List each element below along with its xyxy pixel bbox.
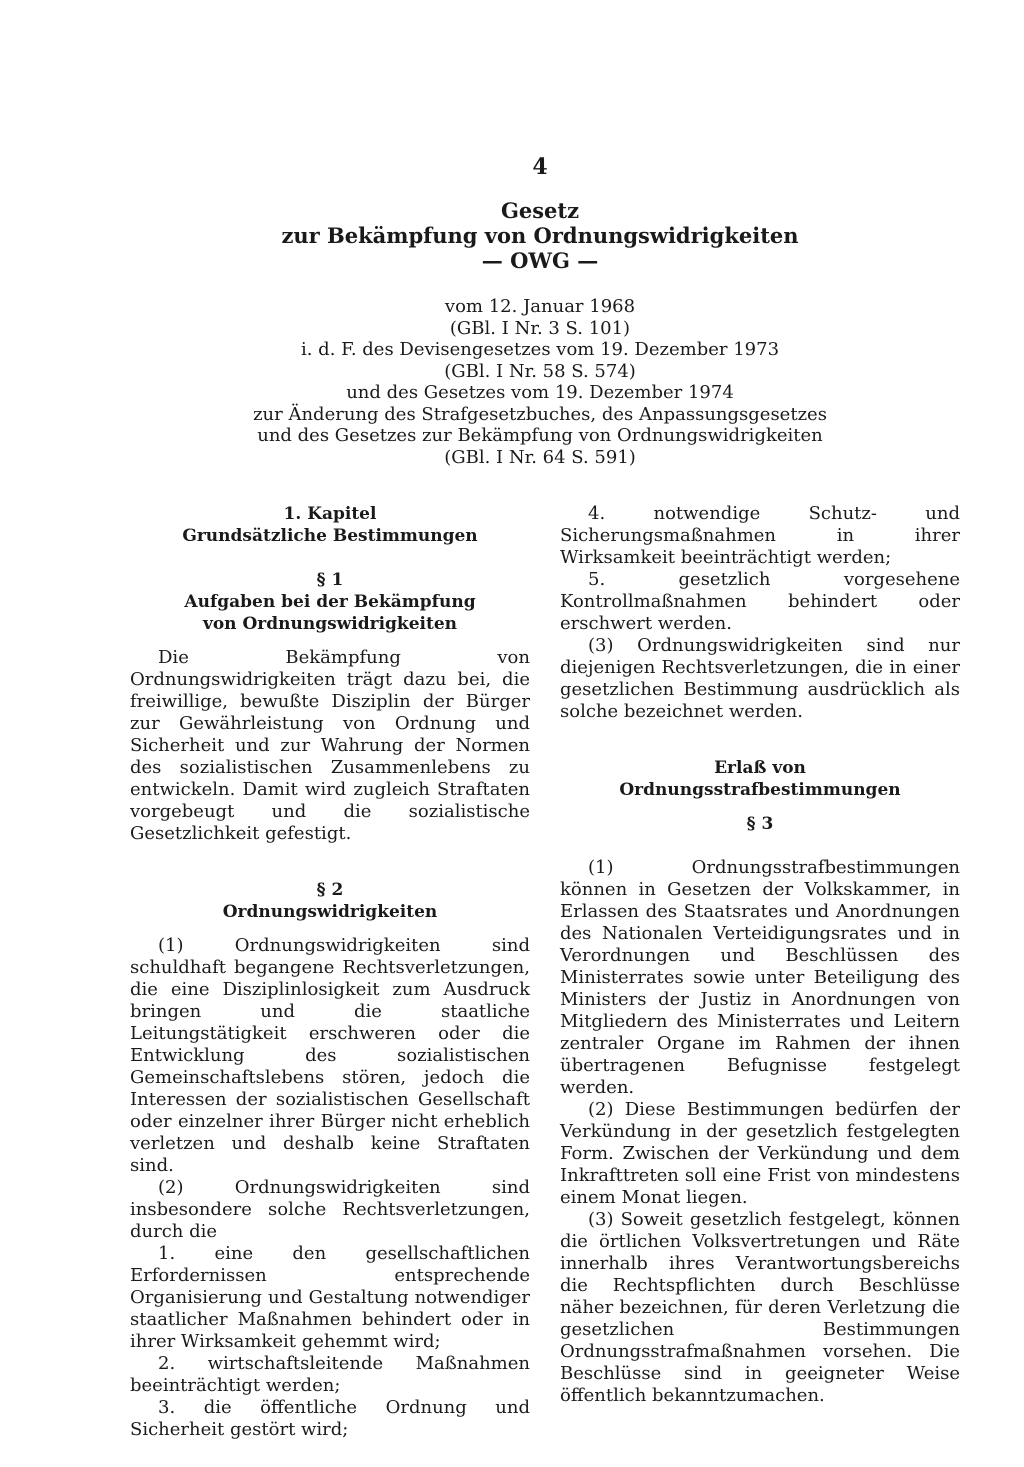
right-column bbox=[560, 503, 960, 1407]
meta-line: zur Änderung des Strafgesetzbuches, des Anpassungsgesetzes bbox=[253, 403, 827, 425]
section-2-item-2: 2. wirtschaftsleitende Maßnahmen beeinträchtigt werden; bbox=[130, 1353, 530, 1396]
meta-line: und des Gesetzes vom 19. Dezember 1974 bbox=[346, 382, 734, 403]
section-1-title-line-2: von Ordnungswidrigkeiten bbox=[202, 614, 458, 634]
section-2-paragraph-3: (3) Ordnungswidrigkeiten sind nur diejenigen Rechtsverletzungen, die in einer gesetzlichen Bestimmung ausdrücklich als solche bezeichnet werden. bbox=[560, 635, 960, 722]
section-2-item-5: 5. gesetzlich vorgesehene Kontrollmaßnahmen behindert oder erschwert werden. bbox=[560, 569, 960, 634]
meta-line: und des Gesetzes zur Bekämpfung von Ordnungswidrigkeiten bbox=[257, 425, 823, 446]
chapter-title: Grundsätzliche Bestimmungen bbox=[182, 526, 478, 546]
meta-line: vom 12. Januar 1968 bbox=[444, 296, 636, 317]
section-2-paragraph-2: (2) Ordnungswidrigkeiten sind insbesondere solche Rechtsverletzungen, durch die bbox=[130, 1177, 530, 1242]
section-3-label: § 3 bbox=[746, 814, 774, 834]
section-heading-line-1: Erlaß von bbox=[714, 758, 806, 778]
law-title bbox=[250, 198, 830, 273]
section-1-text: Die Bekämpfung von Ordnungswidrigkeiten trägt dazu bei, die freiwillige, bewußte Disziplin der Bürger zur Gewährleistung von Ordnung und Sicherheit und zur Wahrung der Normen des sozialistischen Zusammenlebens zu entwickeln. Damit wird zugleich Straftaten vorgebeugt und die sozialistische Gesetzlichkeit gefestigt. bbox=[130, 647, 530, 844]
meta-line: (GBl. I Nr. 3 S. 101) bbox=[449, 317, 631, 339]
section-2-item-4: 4. notwendige Schutz- und Sicherungsmaßnahmen in ihrer Wirksamkeit beeinträchtigt werden; bbox=[560, 503, 960, 568]
section-2-item-1: 1. eine den gesellschaftlichen Erfordernissen entsprechende Organisierung und Gestaltung notwendiger staatlicher Maßnahmen behindert oder in ihrer Wirksamkeit gehemmt wird; bbox=[130, 1243, 530, 1352]
title-line-2: zur Bekämpfung von Ordnungswidrigkeiten bbox=[281, 223, 799, 248]
section-2-paragraph-1: (1) Ordnungswidrigkeiten sind schuldhaft begangene Rechtsverletzungen, die eine Disziplinlosigkeit zum Ausdruck bringen und die staatliche Leitungstätigkeit erschweren oder die Entwicklung des sozialistischen Gemeinschaftslebens stören, jedoch die Interessen der sozialistischen Gesellschaft oder einzelner ihrer Bürger nicht erheblich verletzen und deshalb keine Straftaten sind. bbox=[130, 935, 530, 1176]
meta-line: (GBl. I Nr. 64 S. 591) bbox=[444, 446, 636, 468]
publication-info bbox=[250, 296, 830, 468]
section-2-title: Ordnungswidrigkeiten bbox=[222, 902, 438, 922]
page-number: 4 bbox=[532, 154, 548, 180]
title-line-1: Gesetz bbox=[500, 198, 580, 223]
section-3-paragraph-1: (1) Ordnungsstrafbestimmungen können in Gesetzen der Volkskammer, in Erlassen des Staatsrates und Anordnungen des Nationalen Verteidigungsrates und in Verordnungen und Beschlüssen des Ministerrates sowie unter Beteiligung des Ministers der Justiz in Anordnungen von Mitgliedern des Ministerrates und Leitern zentraler Organe im Rahmen der ihnen übertragenen Befugnisse festgelegt werden. bbox=[560, 857, 960, 1098]
title-line-3: — OWG — bbox=[481, 248, 599, 273]
section-heading-line-2: Ordnungsstrafbestimmungen bbox=[619, 780, 901, 800]
chapter-heading: 1. Kapitel bbox=[283, 504, 377, 524]
section-1-title-line-1: Aufgaben bei der Bekämpfung bbox=[184, 592, 476, 612]
meta-line: (GBl. I Nr. 58 S. 574) bbox=[444, 360, 636, 382]
section-3-paragraph-2: (2) Diese Bestimmungen bedürfen der Verkündung in der gesetzlich festgelegten Form. Zwischen der Verkündung und dem Inkrafttreten soll eine Frist von mindestens einem Monat liegen. bbox=[560, 1099, 960, 1208]
section-2-label: § 2 bbox=[316, 880, 344, 900]
left-column bbox=[130, 503, 530, 1441]
section-1-label: § 1 bbox=[316, 570, 344, 590]
meta-line: i. d. F. des Devisengesetzes vom 19. Dezember 1973 bbox=[300, 339, 780, 360]
section-3-paragraph-3: (3) Soweit gesetzlich festgelegt, können die örtlichen Volksvertretungen und Räte innerhalb ihres Verantwortungsbereichs die Rechtspflichten durch Beschlüsse näher bezeichnen, für deren Verletzung die gesetzlichen Bestimmungen Ordnungsstrafmaßnahmen vorsehen. Die Beschlüsse sind in geeigneter Weise öffentlich bekanntzumachen. bbox=[560, 1209, 960, 1406]
section-2-item-3: 3. die öffentliche Ordnung und Sicherheit gestört wird; bbox=[130, 1397, 530, 1440]
